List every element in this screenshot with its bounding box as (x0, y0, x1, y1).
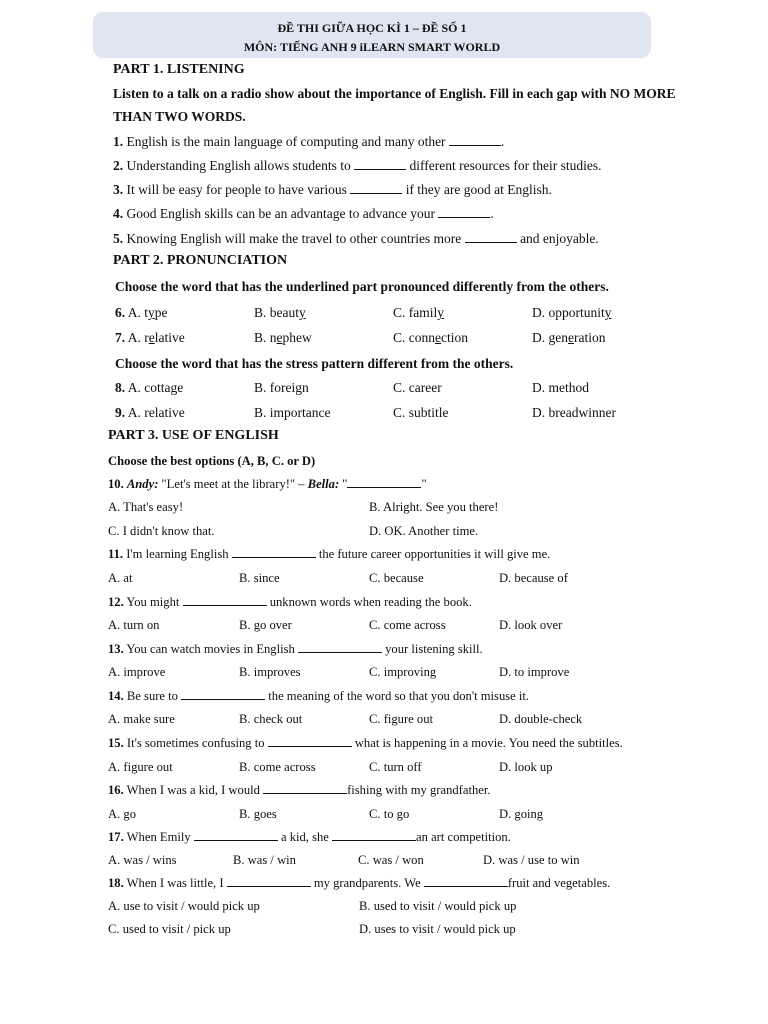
answer-blank[interactable] (232, 547, 316, 558)
answer-blank[interactable] (298, 642, 382, 653)
q10-option-b[interactable]: B. Alright. See you there! (369, 500, 499, 514)
q10-option-a[interactable]: A. That's easy! (108, 500, 184, 514)
q18-option-b[interactable]: B. used to visit / would pick up (359, 899, 517, 913)
question-13: 13. You can watch movies in English your listening skill. (108, 642, 483, 656)
answer-blank[interactable] (194, 830, 278, 841)
question-12: 12. You might unknown words when reading the book. (108, 595, 472, 609)
option-a[interactable]: 9. A. relative (115, 405, 185, 420)
q13-option-d[interactable]: D. to improve (499, 665, 570, 679)
q17-option-b[interactable]: B. was / win (233, 853, 296, 867)
question-17: 17. When Emily a kid, she an art competition. (108, 830, 511, 844)
q11-option-d[interactable]: D. because of (499, 571, 568, 585)
answer-blank[interactable] (347, 477, 421, 488)
q15-option-a[interactable]: A. figure out (108, 760, 173, 774)
option-d[interactable]: D. method (532, 380, 589, 395)
question-number: 3. (113, 182, 124, 197)
answer-blank[interactable] (438, 207, 490, 218)
option-d[interactable]: D. opportunity (532, 305, 612, 320)
part2-title: PART 2. PRONUNCIATION (113, 253, 288, 268)
question-number: 4. (113, 206, 124, 221)
q12-option-c[interactable]: C. come across (369, 618, 446, 632)
question-4: 4. Good English skills can be an advantage to advance your . (113, 206, 494, 221)
question-2: 2. Understanding English allows students to different resources for their studies. (113, 158, 602, 173)
q12-option-d[interactable]: D. look over (499, 618, 563, 632)
option-b[interactable]: B. nephew (254, 330, 312, 345)
q12-option-a[interactable]: A. turn on (108, 618, 160, 632)
q15-option-b[interactable]: B. come across (239, 760, 316, 774)
q13-option-b[interactable]: B. improves (239, 665, 301, 679)
q16-option-a[interactable]: A. go (108, 807, 136, 821)
answer-blank[interactable] (181, 689, 265, 700)
answer-blank[interactable] (449, 135, 501, 146)
part3-title: PART 3. USE OF ENGLISH (108, 428, 279, 443)
option-b[interactable]: B. beauty (254, 305, 306, 320)
q15-option-d[interactable]: D. look up (499, 760, 553, 774)
question-11: 11. I'm learning English the future career opportunities it will give me. (108, 547, 551, 561)
answer-blank[interactable] (183, 595, 267, 606)
question-16: 16. When I was a kid, I would fishing with my grandfather. (108, 783, 491, 797)
q16-option-d[interactable]: D. going (499, 807, 544, 821)
q12-option-b[interactable]: B. go over (239, 618, 292, 632)
q11-option-c[interactable]: C. because (369, 571, 424, 585)
part1-title: PART 1. LISTENING (113, 62, 245, 77)
q14-option-c[interactable]: C. figure out (369, 712, 434, 726)
q18-option-d[interactable]: D. uses to visit / would pick up (359, 922, 516, 936)
exam-title: ĐỀ THI GIỮA HỌC KÌ 1 – ĐỀ SỐ 1 (277, 21, 467, 35)
q13-option-a[interactable]: A. improve (108, 665, 166, 679)
q13-option-c[interactable]: C. improving (369, 665, 437, 679)
question-18: 18. When I was little, I my grandparents. We fruit and vegetables. (108, 876, 611, 890)
answer-blank[interactable] (227, 876, 311, 887)
option-a[interactable]: 6. A. type (115, 305, 168, 320)
q17-option-a[interactable]: A. was / wins (108, 853, 177, 867)
question-10: 10. Andy: "Let's meet at the library!" – Bella: " " (108, 477, 427, 491)
q14-option-a[interactable]: A. make sure (108, 712, 175, 726)
q18-option-c[interactable]: C. used to visit / pick up (108, 922, 231, 936)
question-5: 5. Knowing English will make the travel to other countries more and enjoyable. (113, 231, 599, 246)
option-c[interactable]: C. career (393, 380, 442, 395)
answer-blank[interactable] (350, 183, 402, 194)
part1-instruction-line1: Listen to a talk on a radio show about the importance of English. Fill in each gap with NO MORE (113, 86, 676, 101)
q14-option-b[interactable]: B. check out (239, 712, 303, 726)
exam-subject: MÔN: TIẾNG ANH 9 iLEARN SMART WORLD (243, 40, 501, 54)
q11-option-a[interactable]: A. at (108, 571, 133, 585)
option-c[interactable]: C. subtitle (393, 405, 449, 420)
option-d[interactable]: D. generation (532, 330, 606, 345)
option-c[interactable]: C. connection (393, 330, 468, 345)
option-d[interactable]: D. breadwinner (532, 405, 616, 420)
part2-instruction-stress: Choose the word that has the stress pattern different from the others. (115, 356, 514, 371)
answer-blank[interactable] (332, 830, 416, 841)
option-c[interactable]: C. family (393, 305, 444, 320)
answer-blank[interactable] (465, 232, 517, 243)
option-b[interactable]: B. foreign (254, 380, 309, 395)
q15-option-c[interactable]: C. turn off (369, 760, 422, 774)
option-a[interactable]: 7. A. relative (115, 330, 185, 345)
question-number: 1. (113, 134, 124, 149)
part1-instruction-line2: THAN TWO WORDS. (113, 109, 246, 124)
part3-instruction: Choose the best options (A, B, C. or D) (108, 454, 316, 468)
q11-option-b[interactable]: B. since (239, 571, 280, 585)
question-number: 5. (113, 231, 124, 246)
q17-option-d[interactable]: D. was / use to win (483, 853, 580, 867)
option-b[interactable]: B. importance (254, 405, 331, 420)
q17-option-c[interactable]: C. was / won (358, 853, 424, 867)
answer-blank[interactable] (354, 159, 406, 170)
q10-option-d[interactable]: D. OK. Another time. (369, 524, 479, 538)
question-3: 3. It will be easy for people to have various if they are good at English. (113, 182, 552, 197)
answer-blank[interactable] (268, 736, 352, 747)
question-number: 2. (113, 158, 124, 173)
part2-instruction-pronunciation: Choose the word that has the underlined part pronounced differently from the others. (115, 279, 609, 294)
q16-option-c[interactable]: C. to go (369, 807, 410, 821)
q16-option-b[interactable]: B. goes (239, 807, 277, 821)
answer-blank[interactable] (263, 783, 347, 794)
answer-blank[interactable] (424, 876, 508, 887)
q10-option-c[interactable]: C. I didn't know that. (108, 524, 215, 538)
q14-option-d[interactable]: D. double-check (499, 712, 583, 726)
question-14: 14. Be sure to the meaning of the word so that you don't misuse it. (108, 689, 530, 703)
q18-option-a[interactable]: A. use to visit / would pick up (108, 899, 260, 913)
question-1: 1. English is the main language of computing and many other . (113, 134, 505, 149)
question-15: 15. It's sometimes confusing to what is happening in a movie. You need the subtitles. (108, 736, 623, 750)
option-a[interactable]: 8. A. cottage (115, 380, 184, 395)
